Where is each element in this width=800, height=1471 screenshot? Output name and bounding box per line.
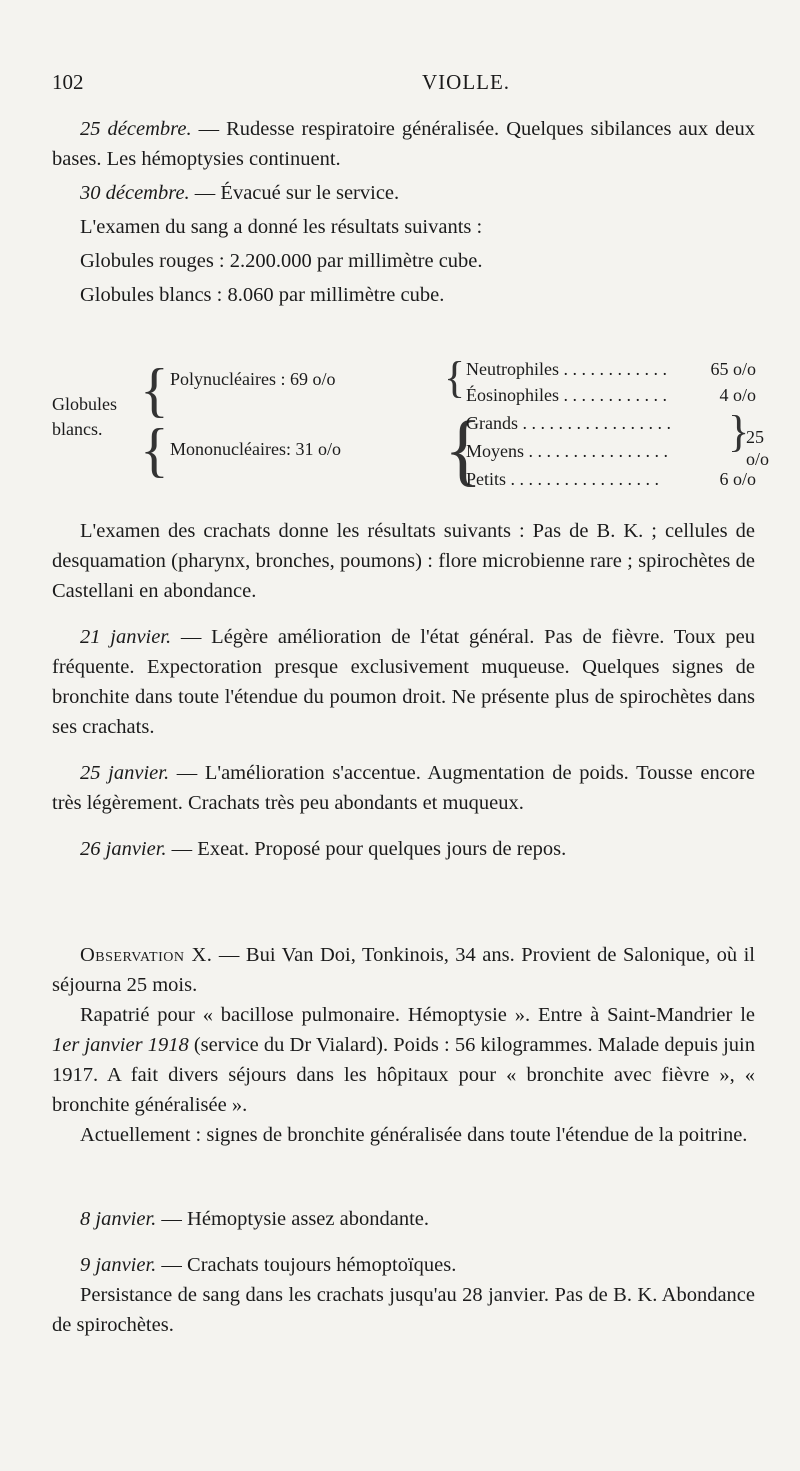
- paragraph: L'examen du sang a donné les résultats suivants :: [80, 216, 483, 238]
- paragraph-text: — Rudesse respiratoire généralisée. Quelques sibilances aux deux bases. Les hémoptysies continuent.: [52, 118, 755, 170]
- grands-moyens-value: 25 o/o: [746, 427, 770, 469]
- paragraph: [52, 940, 755, 1000]
- row-value: 65 o/o: [710, 359, 756, 379]
- page-header: [52, 70, 752, 104]
- paragraph-text: Rapatrié pour « bacillose pulmonaire. Hémoptysie ». Entre à Saint-Mandrier le: [80, 1004, 755, 1026]
- paragraph: Globules rouges : 2.200.000 par millimètre cube.: [80, 250, 483, 272]
- paragraph: [52, 622, 755, 742]
- row-label: Éosinophiles . . . . . . . . . . . .: [466, 385, 667, 405]
- paragraph-text: — Exeat. Proposé pour quelques jours de repos.: [166, 838, 567, 860]
- paragraph-text: — Légère amélioration de l'état général. Pas de fièvre. Toux peu fréquente. Expectoration presque exclusivement muqueuse. Quelques signes de bronchite dans toute l'étendue du poumon droit. Ne présente plus de spirochètes dans ses crachats.: [52, 626, 755, 738]
- clinical-notes-january: [52, 516, 755, 864]
- polynuclear-count: Polynucléaires : 69 o/o: [170, 369, 336, 389]
- mononuclear-count: Mononucléaires: 31 o/o: [170, 439, 341, 459]
- right-brace: {: [444, 406, 483, 494]
- formula-row: [466, 468, 756, 490]
- row-label: Neutrophiles . . . . . . . . . . . .: [466, 359, 667, 379]
- paragraph: [52, 1250, 755, 1280]
- page-number: 102: [52, 70, 84, 94]
- paragraph: Globules blancs : 8.060 par millimètre cube.: [80, 284, 445, 306]
- clinical-notes-december: [52, 114, 755, 310]
- paragraph-text: — Hémoptysie assez abondante.: [156, 1208, 429, 1230]
- formula-row: [466, 358, 756, 380]
- formula-row: [466, 440, 730, 462]
- paragraph-text: — Bui Van Doi, Tonkinois, 34 ans. Provient de Salonique, où il séjourna 25 mois.: [52, 944, 755, 996]
- right-brace: {: [444, 353, 466, 402]
- paragraph: Persistance de sang dans les crachats jusqu'au 28 janvier. Pas de B. K. Abondance de spirochètes.: [52, 1284, 755, 1336]
- paragraph: [52, 834, 755, 864]
- group-label: Globules blancs.: [52, 394, 117, 439]
- observation-x: [52, 940, 755, 1150]
- observation-heading: Observation X.: [80, 944, 213, 966]
- observation-x-notes: [52, 1204, 755, 1340]
- formula-row: [466, 412, 730, 434]
- date: 21 janvier.: [80, 626, 172, 648]
- row-label: Grands . . . . . . . . . . . . . . . . .: [466, 413, 671, 433]
- paragraph: Actuellement : signes de bronchite généralisée dans toute l'étendue de la poitrine.: [80, 1124, 748, 1146]
- formula-row: [466, 384, 756, 406]
- left-brace: {: [140, 357, 169, 423]
- row-label: Moyens . . . . . . . . . . . . . . . .: [466, 441, 668, 461]
- date: 30 décembre.: [80, 182, 190, 204]
- paragraph: [52, 1000, 755, 1120]
- date: 25 décembre.: [80, 118, 192, 140]
- paragraph: L'examen des crachats donne les résultats suivants : Pas de B. K. ; cellules de desquamation (pharynx, bronches, poumons) : flore microbienne rare ; spirochètes de Castellani en abondance.: [52, 520, 755, 602]
- paragraph-text: — Crachats toujours hémoptoïques.: [156, 1254, 457, 1276]
- paragraph-text: — L'amélioration s'accentue. Augmentation de poids. Tousse encore très légèrement. Crachats très peu abondants et muqueux.: [52, 762, 755, 814]
- row-value: 6 o/o: [719, 469, 756, 489]
- right-brace: }: [728, 407, 750, 456]
- date: 26 janvier.: [80, 838, 167, 860]
- paragraph: [52, 178, 755, 208]
- blood-formula-table: [52, 352, 770, 494]
- paragraph: [52, 758, 755, 818]
- date: 9 janvier.: [80, 1254, 157, 1276]
- date: 1er janvier 1918: [52, 1034, 189, 1056]
- date: 8 janvier.: [80, 1208, 157, 1230]
- row-value: 4 o/o: [719, 385, 756, 405]
- paragraph: [52, 114, 755, 174]
- date: 25 janvier.: [80, 762, 170, 784]
- left-brace: {: [140, 417, 169, 483]
- running-title: VIOLLE.: [422, 70, 511, 94]
- paragraph-text: — Évacué sur le service.: [189, 182, 400, 204]
- paragraph: [52, 1204, 755, 1234]
- row-label: Petits . . . . . . . . . . . . . . . . .: [466, 469, 660, 489]
- paragraph-text: (service du Dr Vialard). Poids : 56 kilogrammes. Malade depuis juin 1917. A fait divers séjours dans les hôpitaux pour « bronchite avec fièvre », « bronchite généralisée ».: [52, 1034, 755, 1116]
